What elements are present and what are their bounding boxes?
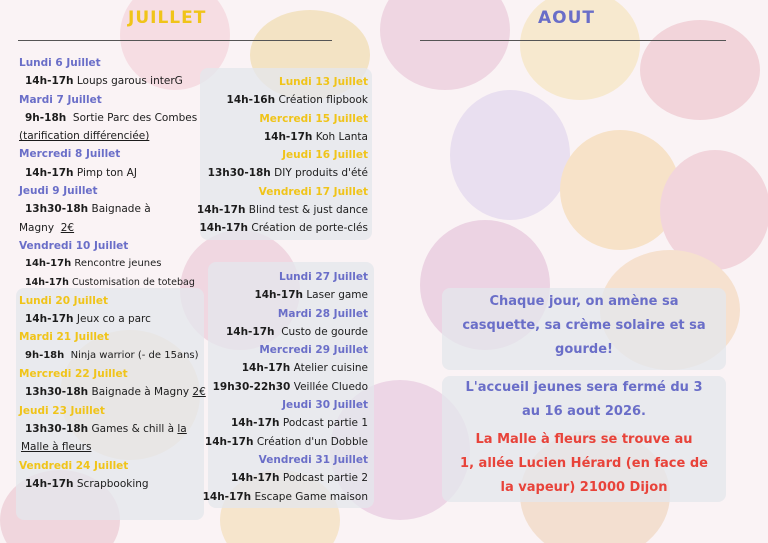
activity-rencontre-jeunes: 14h-17h Rencontre jeunes [25, 258, 162, 270]
day-mercredi-29: Mercredi 29 Juillet [259, 344, 368, 357]
day-lundi-6: Lundi 6 Juillet [19, 57, 101, 69]
tarification-note: (tarification différenciée) [19, 130, 150, 143]
day-vendredi-10: Vendredi 10 Juillet [19, 239, 129, 252]
day-jeudi-23: Jeudi 23 Juillet [19, 404, 105, 417]
closing-notice: L'accueil jeunes sera fermé du 3 au 16 aout 2026. [465, 380, 703, 419]
day-jeudi-30: Jeudi 30 Juillet [282, 399, 368, 412]
day-lundi-20: Lundi 20 Juillet [19, 294, 108, 307]
august-divider [420, 40, 726, 41]
activity-loups-garous: 14h-17h Loups garous interG [25, 75, 183, 88]
day-vendredi-31: Vendredi 31 Juillet [258, 453, 368, 466]
activity-podcast-2: 14h-17h Podcast partie 2 [231, 472, 368, 485]
day-mardi-28: Mardi 28 Juillet [277, 307, 368, 320]
day-jeudi-9: Jeudi 9 Juillet [19, 185, 98, 198]
day-lundi-13: Lundi 13 Juillet [279, 76, 368, 88]
activity-jeux-co: 14h-17h Jeux co a parc [25, 313, 151, 326]
day-vendredi-24: Vendredi 24 Juillet [19, 459, 129, 472]
activity-baignade-magny-2: 13h30-18h Baignade à Magny 2€ [25, 386, 206, 399]
activity-totebag: 14h-17h Customisation de totebag [25, 276, 195, 288]
schedule-mid-bottom-column [196, 268, 368, 506]
july-divider [18, 40, 332, 41]
august-heading: AOUT [538, 8, 596, 28]
day-mardi-21: Mardi 21 Juillet [19, 331, 110, 344]
activity-blind-test: 14h-17h Blind test & just dance [196, 204, 368, 217]
activity-dobble: 14h-17h Création d'un Dobble [204, 435, 368, 448]
day-jeudi-16: Jeudi 16 Juillet [282, 149, 368, 162]
activity-laser-game: 14h-17h Laser game [254, 289, 368, 302]
activity-games-chill: 13h30-18h Games & chill à la [25, 422, 187, 435]
day-mercredi-8: Mercredi 8 Juillet [19, 148, 121, 161]
day-mercredi-22: Mercredi 22 Juillet [19, 368, 128, 381]
reminder-text: Chaque jour, on amène sa casquette, sa crème solaire et sa gourde! [462, 294, 706, 357]
activity-atelier-cuisine: 14h-17h Atelier cuisine [241, 362, 368, 375]
activity-koh-lanta: 14h-17h Koh Lanta [263, 130, 368, 143]
activity-veillee-cluedo: 19h30-22h30 Veillée Cluedo [212, 380, 368, 393]
activity-porte-cles: 14h-17h Création de porte-clés [199, 222, 368, 235]
activity-ninja-warrior: 9h-18h Ninja warrior (- de 15ans) [25, 349, 199, 361]
activity-parc-des-combes: 9h-18h Sortie Parc des Combes [25, 111, 198, 124]
activity-flipbook: 14h-16h Création flipbook [226, 94, 368, 107]
day-mercredi-15: Mercredi 15 Juillet [259, 112, 368, 125]
day-vendredi-17: Vendredi 17 Juillet [258, 185, 368, 198]
schedule-mid-top-column [196, 73, 368, 238]
malle-a-fleurs-link[interactable]: Malle à fleurs [21, 441, 92, 454]
activity-scrapbooking: 14h-17h Scrapbooking [25, 477, 149, 490]
activity-diy-produits: 13h30-18h DIY produits d'été [207, 167, 368, 180]
activity-podcast-1: 14h-17h Podcast partie 1 [231, 417, 368, 430]
day-mardi-7: Mardi 7 Juillet [19, 93, 102, 106]
activity-baignade-magny-cont: Magny 2€ [19, 221, 75, 234]
activity-pimp-ton-aj: 14h-17h Pimp ton AJ [25, 166, 137, 179]
activity-baignade-magny: 13h30-18h Baignade à [25, 203, 151, 216]
july-heading: JUILLET [128, 8, 207, 28]
activity-escape-game: 14h-17h Escape Game maison [202, 490, 368, 503]
activity-custo-gourde: 14h-17h Custo de gourde [225, 325, 368, 338]
day-lundi-27: Lundi 27 Juillet [279, 271, 368, 283]
address-notice: La Malle à fleurs se trouve au 1, allée Lucien Hérard (en face de la vapeur) 21000 Dijon [460, 432, 708, 495]
schedule-left-column [19, 54, 209, 493]
